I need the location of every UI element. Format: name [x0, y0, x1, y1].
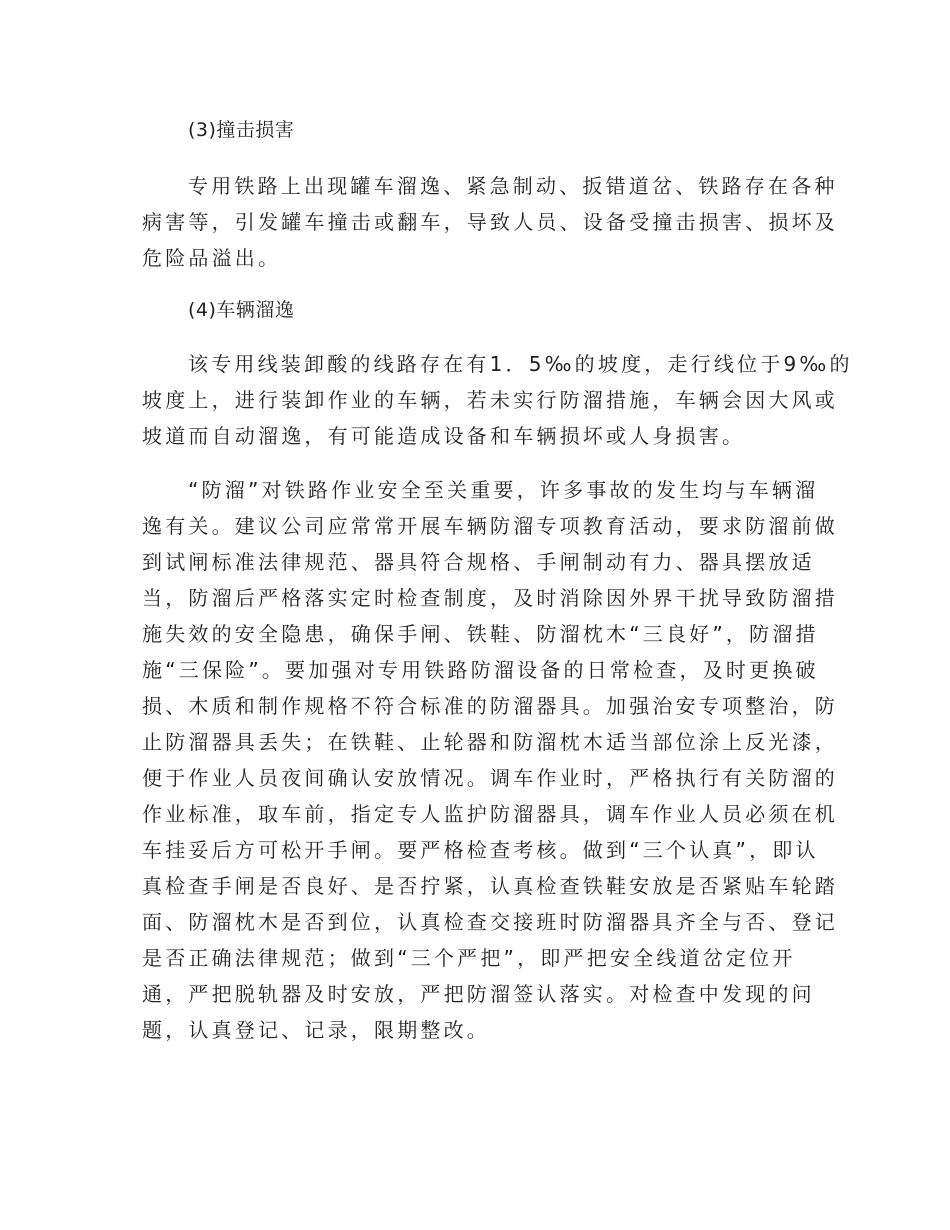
paragraph-line: 通，严把脱轨器及时安放，严把防溜签认落实。对检查中发现的问 — [142, 982, 815, 1006]
paragraph-line: 专用铁路上出现罐车溜逸、紧急制动、扳错道岔、铁路存在各种 — [188, 174, 838, 198]
paragraph-line: 坡度上，进行装卸作业的车辆，若未实行防溜措施，车辆会因大风或 — [142, 388, 838, 412]
paragraph-line: 当，防溜后严格落实定时检查制度，及时消除因外界干扰导致防溜措 — [142, 586, 838, 610]
paragraph-line: 是否正确法律规范；做到“三个严把”，即严把安全线道岔定位开 — [142, 946, 796, 970]
paragraph-line: 损、木质和制作规格不符合标准的防溜器具。加强治安专项整治，防 — [142, 694, 838, 718]
paragraph-line: 便于作业人员夜间确认安放情况。调车作业时，严格执行有关防溜的 — [142, 766, 838, 790]
paragraph-line: 病害等，引发罐车撞击或翻车，导致人员、设备受撞击损害、损坏及 — [142, 210, 838, 234]
paragraph-line: 逸有关。建议公司应常常开展车辆防溜专项教育活动，要求防溜前做 — [142, 514, 838, 538]
section-3-heading: (3)撞击损害 — [188, 119, 295, 141]
paragraph-line: 施失效的安全隐患，确保手闸、铁鞋、防溜枕木“三良好”，防溜措 — [142, 622, 819, 646]
paragraph-line: 到试闸标准法律规范、器具符合规格、手闸制动有力、器具摆放适 — [142, 550, 815, 574]
paragraph-line: 危险品溢出。 — [142, 246, 282, 270]
paragraph-line: 施“三保险”。要加强对专用铁路防溜设备的日常检查，及时更换破 — [142, 658, 819, 682]
paragraph-line: 作业标准，取车前，指定专人监护防溜器具，调车作业人员必须在机 — [142, 802, 838, 826]
paragraph-line: 坡道而自动溜逸，有可能造成设备和车辆损坏或人身损害。 — [142, 424, 746, 448]
paragraph-line: 该专用线装卸酸的线路存在有1．5‰的坡度，走行线位于9‰的 — [188, 352, 853, 376]
paragraph-line: “防溜”对铁路作业安全至关重要，许多事故的发生均与车辆溜 — [188, 478, 819, 502]
paragraph-line: 题，认真登记、记录，限期整改。 — [142, 1018, 490, 1042]
paragraph-line: 止防溜器具丢失；在铁鞋、止轮器和防溜枕木适当部位涂上反光漆， — [142, 730, 838, 754]
paragraph-line: 真检查手闸是否良好、是否拧紧，认真检查铁鞋安放是否紧贴车轮踏 — [142, 874, 838, 898]
section-4-heading: (4)车辆溜逸 — [188, 299, 295, 321]
paragraph-line: 车挂妥后方可松开手闸。要严格检查考核。做到“三个认真”，即认 — [142, 838, 819, 862]
paragraph-line: 面、防溜枕木是否到位，认真检查交接班时防溜器具齐全与否、登记 — [142, 910, 838, 934]
